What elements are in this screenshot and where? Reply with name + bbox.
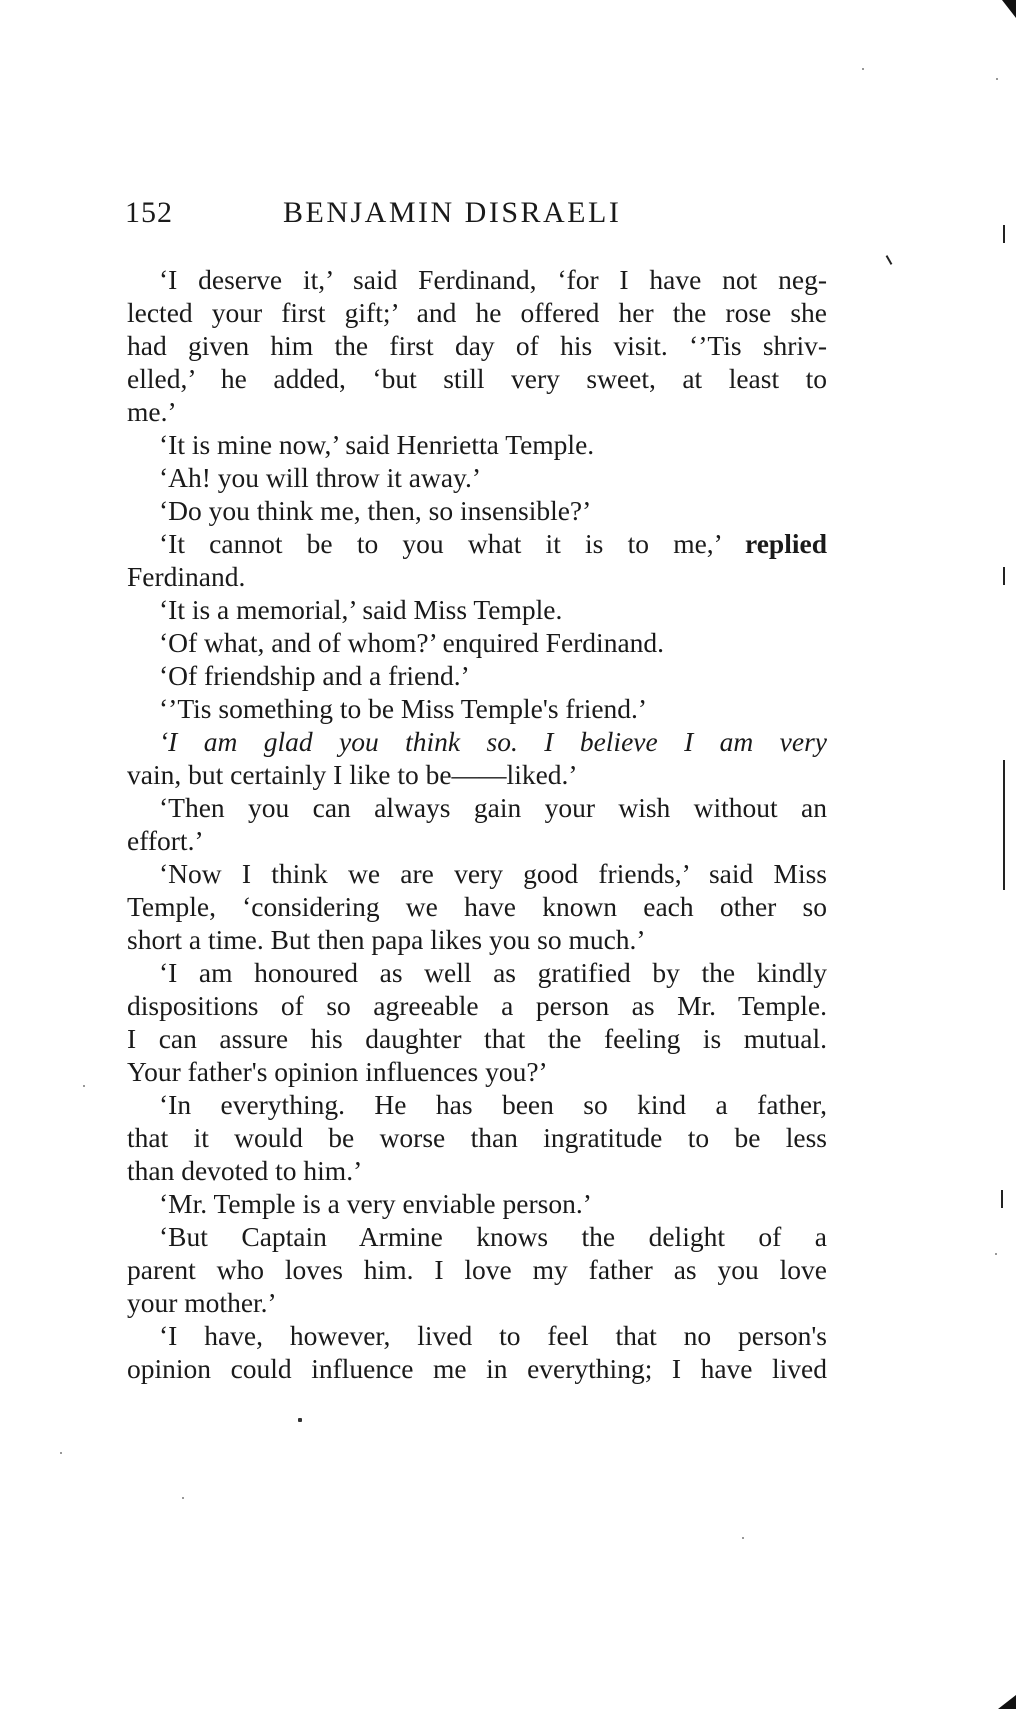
text-line: me.’ [127,396,177,427]
text-line: ‘In everything. He has been so kind a father, [159,1089,827,1120]
scan-artifact-tick [886,255,893,265]
scan-speck [862,68,864,70]
text-line: ‘Then you can always gain your wish without an [159,792,827,823]
text-line: Temple, ‘considering we have known each other so [127,891,827,922]
scan-speck [182,1497,184,1499]
scan-speck [298,1418,302,1422]
text-line: that it would be worse than ingratitude to be less [127,1122,827,1153]
text-line: Ferdinand. [127,561,246,592]
scan-corner-mark-top [1002,0,1016,18]
text-line: than devoted to him.’ [127,1155,363,1186]
text-line: ‘I have, however, lived to feel that no person's [159,1320,827,1351]
scan-speck [83,1085,85,1087]
scan-speck [742,1537,744,1539]
scan-artifact-line [1003,567,1005,585]
text-line: parent who loves him. I love my father as you love [127,1254,827,1285]
text-line: dispositions of so agreeable a person as Mr. Temple. [127,990,827,1021]
text-line: ‘I am honoured as well as gratified by the kindly [159,957,827,988]
text-line: elled,’ he added, ‘but still very sweet, at least to [127,363,827,394]
text-line: Your father's opinion influences you?’ [127,1056,548,1087]
text-line: ‘Now I think we are very good friends,’ said Miss [159,858,827,889]
text-line-with-emphasis [127,527,827,560]
text-line: vain, but certainly I like to be——liked.’ [127,759,578,790]
page-number: 152 [125,196,173,229]
scan-artifact-line [1003,760,1005,890]
scan-speck [995,1253,997,1255]
text-line: short a time. But then papa likes you so much.’ [127,924,646,955]
text-line: ‘Do you think me, then, so insensible?’ [159,495,592,526]
text-line: your mother.’ [127,1287,277,1318]
text-line: ‘Mr. Temple is a very enviable person.’ [159,1188,592,1219]
text-line: ‘It is a memorial,’ said Miss Temple. [159,594,563,625]
text-line: lected your first gift;’ and he offered her the rose she [127,297,827,328]
text-line: ‘But Captain Armine knows the delight of a [159,1221,827,1252]
text-line: I can assure his daughter that the feeling is mutual. [127,1023,827,1054]
body-text [127,263,827,1385]
scan-artifact-line [1003,225,1005,243]
scan-artifact-line [1001,1190,1003,1208]
text-line: ‘Of friendship and a friend.’ [159,660,470,691]
text-line: ‘Of what, and of whom?’ enquired Ferdinand. [159,627,665,658]
text-line: opinion could influence me in everything; I have lived [127,1353,827,1384]
text-line: effort.’ [127,825,204,856]
scan-speck [996,78,998,80]
text-line: ‘I deserve it,’ said Ferdinand, ‘for I have not neg- [159,264,827,295]
scan-speck [60,1452,62,1454]
text-line: ‘’Tis something to be Miss Temple's friend.’ [159,693,648,724]
text-fragment: ‘It cannot be to you what it is to me,’ [159,528,721,559]
text-line: had given him the first day of his visit. ‘’Tis shriv- [127,330,827,361]
text-line-italic: ‘I am glad you think so. I believe I am very [159,726,827,757]
running-title: BENJAMIN DISRAELI [283,196,622,229]
scan-corner-mark-bottom [998,1695,1016,1709]
text-line: ‘Ah! you will throw it away.’ [159,462,482,493]
text-fragment-bold: replied [745,528,828,559]
text-line: ‘It is mine now,’ said Henrietta Temple. [159,429,595,460]
page-header [125,196,825,236]
